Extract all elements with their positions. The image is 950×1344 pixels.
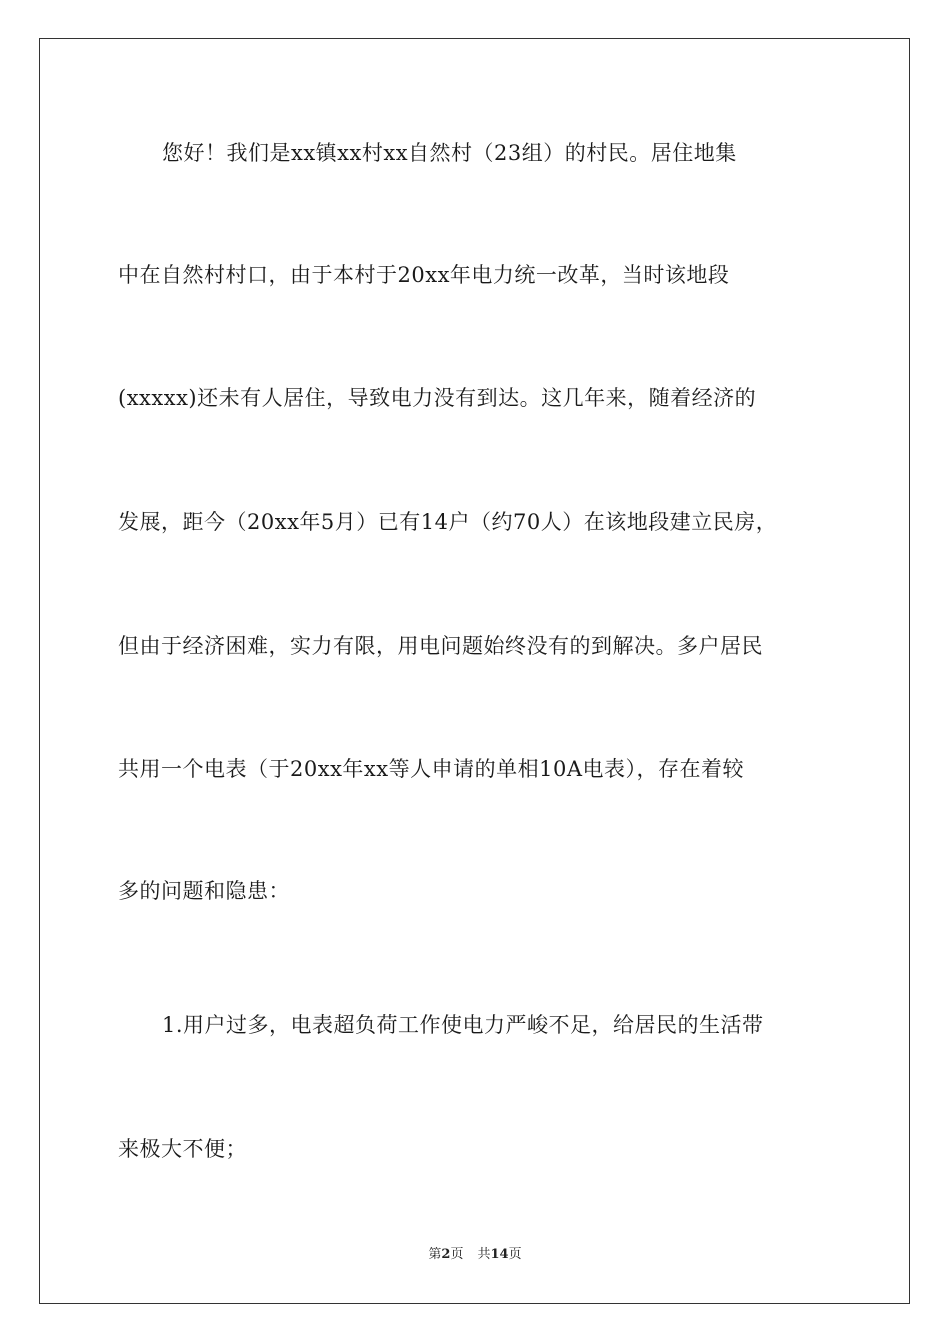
total-prefix: 共 — [477, 1247, 491, 1262]
total-pages: 14 — [490, 1247, 509, 1262]
paragraph-line: 多的问题和隐患： — [118, 879, 290, 903]
total-suffix: 页 — [508, 1247, 522, 1262]
page-border — [39, 38, 910, 1304]
page-number: 2 — [441, 1247, 451, 1262]
page-prefix: 第 — [428, 1247, 442, 1262]
list-item-line: 来极大不便； — [118, 1137, 247, 1161]
page-footer — [0, 1246, 950, 1264]
page-suffix: 页 — [450, 1247, 464, 1262]
paragraph-line: 发展，距今（20xx年5月）已有14户（约70人）在该地段建立民房， — [118, 510, 778, 534]
paragraph-line: 您好！我们是xx镇xx村xx自然村（23组）的村民。居住地集 — [162, 141, 737, 165]
paragraph-line: (xxxxx)还未有人居住，导致电力没有到达。这几年来，随着经济的 — [118, 386, 757, 410]
paragraph-line: 但由于经济困难，实力有限，用电问题始终没有的到解决。多户居民 — [118, 634, 763, 658]
list-item-line: 1.用户过多，电表超负荷工作使电力严峻不足，给居民的生活带 — [162, 1013, 764, 1037]
paragraph-line: 共用一个电表（于20xx年xx等人申请的单相10A电表），存在着较 — [118, 757, 744, 781]
paragraph-line: 中在自然村村口，由于本村于20xx年电力统一改革，当时该地段 — [118, 263, 730, 287]
